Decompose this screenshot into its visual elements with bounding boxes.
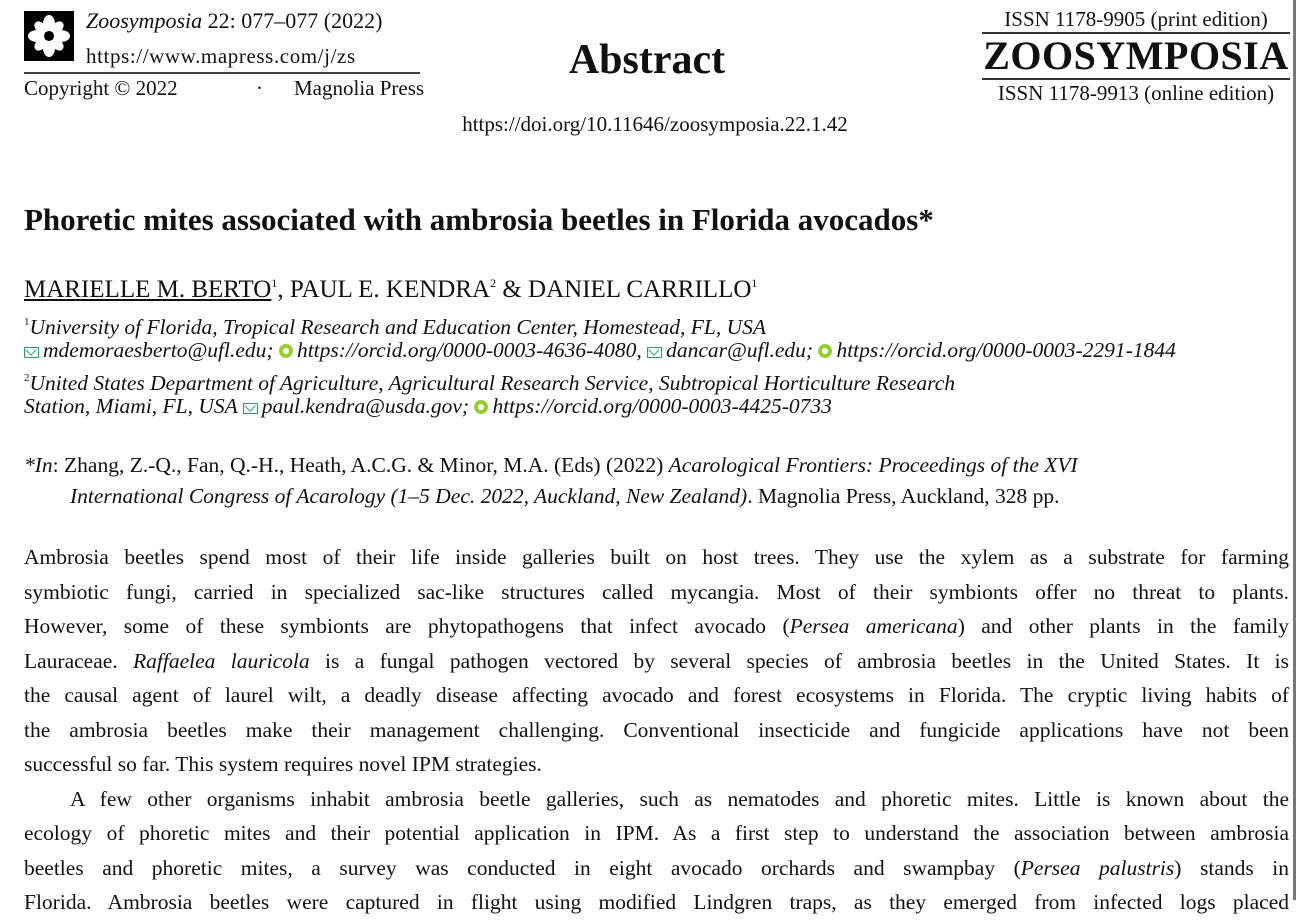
email-link[interactable]: paul.kendra@usda.gov; xyxy=(261,394,470,418)
proceedings-book-title: Acarological Frontiers: Proceedings of the XVI xyxy=(668,453,1078,477)
copyright-text: Copyright © 2022 xyxy=(24,76,178,100)
abstract-body xyxy=(24,540,1289,920)
proceedings-book-title: International Congress of Acarology (1–5 Dec. 2022, Auckland, New Zealand) xyxy=(70,484,748,508)
journal-url-link[interactable]: https://www.mapress.com/j/zs xyxy=(86,44,356,68)
copyright-row xyxy=(24,76,425,101)
proceedings-text: : Zhang, Z.-Q., Fan, Q.-H., Heath, A.C.G. & Minor, M.A. (Eds) (2022) xyxy=(52,453,669,477)
email-link[interactable]: mdemoraesberto@ufl.edu; xyxy=(43,338,274,362)
body-line: A few other organisms inhabit ambrosia beetle galleries, such as nematodes and phoretic mites. Little is known about the xyxy=(70,786,1289,811)
body-line: ecology of phoretic mites and their potential application in IPM. As a first step to understand the association between ambrosia xyxy=(24,821,1289,845)
email-icon xyxy=(647,347,662,358)
author-sup: 1 xyxy=(751,276,758,290)
author-list xyxy=(24,276,757,304)
proceedings-line xyxy=(24,450,1290,481)
email-icon xyxy=(243,403,258,414)
email-icon xyxy=(24,347,39,358)
doi-link[interactable]: https://doi.org/10.11646/zoosymposia.22.1.42 xyxy=(462,112,848,136)
orcid-link[interactable]: https://orcid.org/0000-0003-4425-0733 xyxy=(492,394,832,418)
body-text: However, some of these symbionts are phytopathogens that infect avocado ( xyxy=(24,614,790,638)
author-text: & DANIEL CARRILLO xyxy=(496,276,752,303)
affiliation-sup: 1 xyxy=(24,316,30,328)
author-sup: 1 xyxy=(271,276,278,290)
abstract-heading: Abstract xyxy=(568,37,726,83)
issn-print: ISSN 1178-9905 (print edition) xyxy=(1004,7,1268,31)
author-corresponding: MARIELLE M. BERTO xyxy=(24,276,272,303)
proceedings-note xyxy=(24,450,1290,512)
species-name: Persea palustris xyxy=(1020,855,1175,880)
affiliation-2-contacts xyxy=(24,392,832,420)
volume-pages: 22: 077–077 (2022) xyxy=(202,8,383,33)
journal-masthead: ZOOSYMPOSIA xyxy=(983,33,1289,78)
body-text: beetles and phoretic mites, a survey was conducted in eight avocado orchards and swampbay ( xyxy=(24,855,1021,880)
affiliation-text: United States Department of Agriculture, Agricultural Research Service, Subtropical Horticulture Research xyxy=(29,371,956,395)
issn-block xyxy=(982,6,1290,106)
orcid-icon xyxy=(279,344,293,358)
body-line: Ambrosia beetles spend most of their life inside galleries built on host trees. They use the xylem as a substrate for farming xyxy=(24,545,1289,569)
orcid-icon xyxy=(474,400,488,414)
body-line: symbiotic fungi, carried in specialized sac-like structures called mycangia. Most of their symbionts offer no threat to plants. xyxy=(24,579,1289,604)
affiliation-1-contacts xyxy=(24,336,1176,364)
affiliation-text: University of Florida, Tropical Research and Education Center, Homestead, FL, USA xyxy=(29,315,766,339)
email-link[interactable]: dancar@ufl.edu; xyxy=(666,338,814,362)
body-line xyxy=(24,609,1289,644)
flower-logo-icon xyxy=(24,11,74,61)
body-line: Florida. Ambrosia beetles were captured in flight using modified Lindgren traps, as they emerged from infected logs placed xyxy=(24,890,1289,914)
article-title: Phoretic mites associated with ambrosia beetles in Florida avocados* xyxy=(24,202,934,237)
publisher-name: Magnolia Press xyxy=(294,76,425,100)
separator-dot: · xyxy=(256,76,263,100)
journal-citation xyxy=(86,8,426,34)
body-text: ) and other plants in the family xyxy=(957,614,1289,638)
body-line xyxy=(24,644,1289,679)
body-line: successful so far. This system requires novel IPM strategies. xyxy=(24,752,542,776)
species-name: Raffaelea lauricola xyxy=(133,648,310,673)
body-text: ) stands in xyxy=(1174,855,1289,880)
affiliation-sup: 2 xyxy=(24,372,30,384)
orcid-link[interactable]: https://orcid.org/0000-0003-4636-4080, xyxy=(296,338,642,362)
header-divider xyxy=(24,72,420,74)
proceedings-line xyxy=(24,481,1290,512)
author-text: , PAUL E. KENDRA xyxy=(277,276,491,303)
orcid-icon xyxy=(818,344,832,358)
journal-name: Zoosymposia xyxy=(86,8,203,33)
affiliation-text: Station, Miami, FL, USA xyxy=(24,394,238,418)
body-text: Lauraceae. xyxy=(24,648,134,673)
orcid-link[interactable]: https://orcid.org/0000-0003-2291-1844 xyxy=(836,338,1176,362)
issn-online: ISSN 1178-9913 (online edition) xyxy=(997,81,1275,105)
body-line: the ambrosia beetles make their management challenging. Conventional insecticide and fungicide applications have not been xyxy=(24,717,1289,742)
body-line xyxy=(24,851,1289,886)
proceedings-text: . Magnolia Press, Auckland, 328 pp. xyxy=(747,484,1060,508)
proceedings-in-label: *In xyxy=(24,453,53,477)
body-line: the causal agent of laurel wilt, a deadly disease affecting avocado and forest ecosystems in Florida. The cryptic living habits of xyxy=(24,683,1289,707)
author-sup: 2 xyxy=(490,276,497,290)
species-name: Persea americana xyxy=(789,614,958,638)
body-text: is a fungal pathogen vectored by several species of ambrosia beetles in the United States. It is xyxy=(309,648,1290,673)
